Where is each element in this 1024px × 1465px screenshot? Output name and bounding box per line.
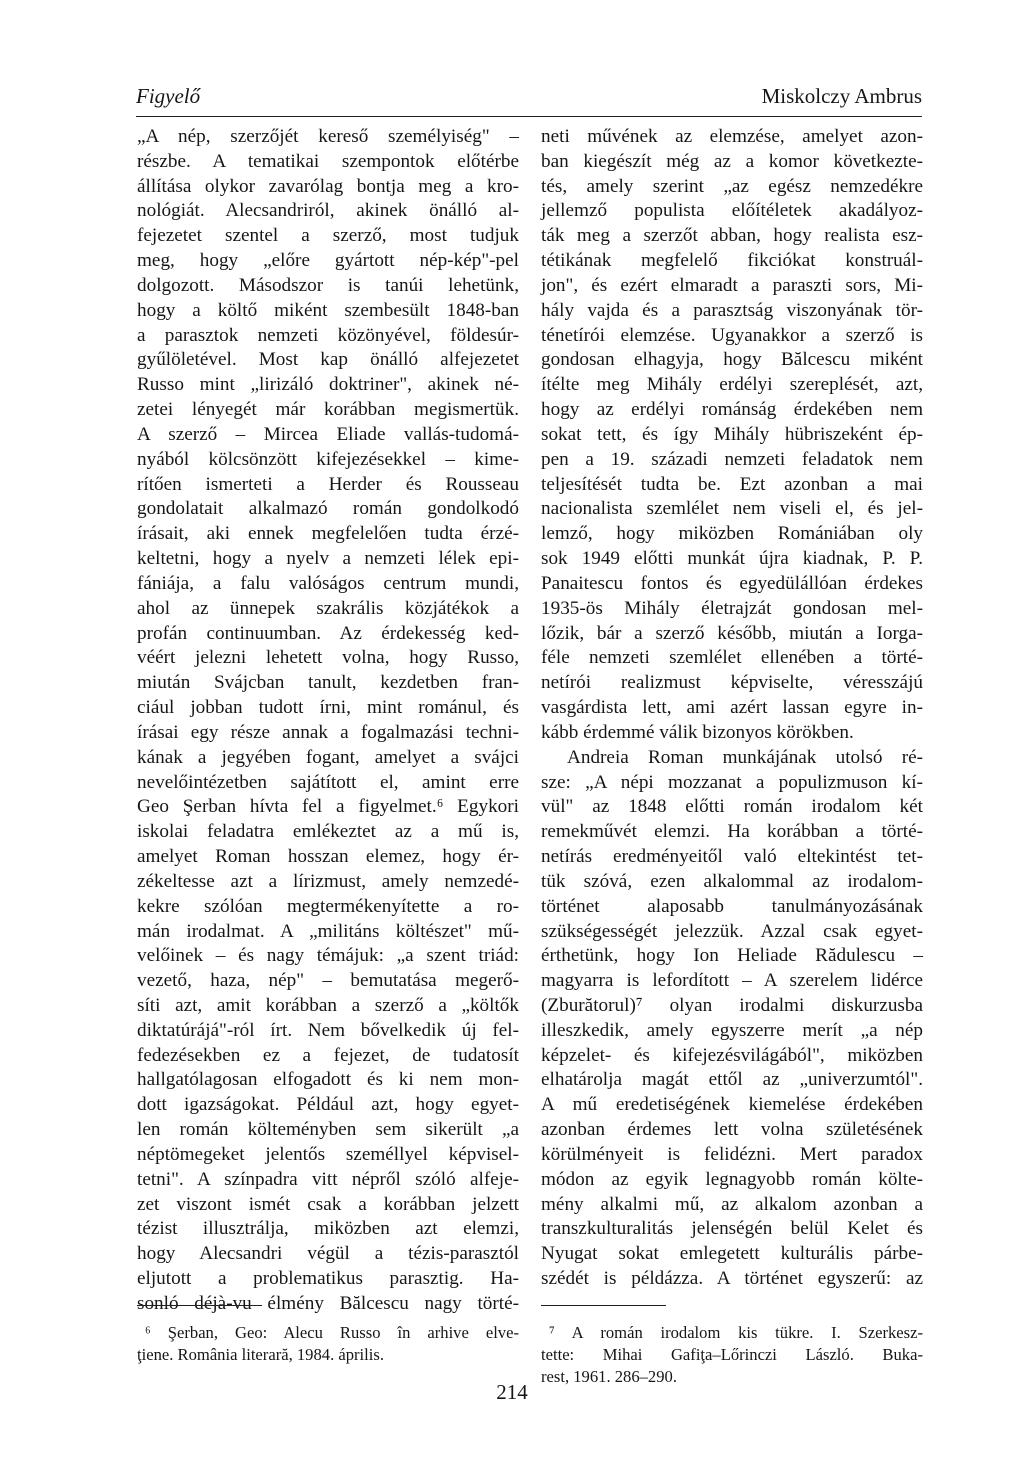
footnote-line: ⁷ A román irodalom kis tükre. I. Szerkesz-: [549, 1323, 923, 1342]
text-line: gondosan elhagyja, hogy Bălcescu miként: [541, 349, 923, 371]
text-line: magyarra is lefordított – A szerelem lidérce: [541, 970, 923, 992]
footnote-line: ţiene. România literară, 1984. április.: [137, 1345, 384, 1364]
text-line: ciául jobban tudott írni, mint románul, és: [137, 697, 519, 719]
text-line: hallgatólagosan elfogadott és ki nem mon-: [137, 1069, 519, 1091]
footnote-line: tette: Mihai Gafiţa–Lőrinczi László. Buka-: [541, 1345, 923, 1364]
text-line: fedezésekben ez a fejezet, de tudatosít: [137, 1044, 519, 1066]
text-line: jellemző populista előítéletek akadályoz-: [541, 200, 923, 222]
text-line: fejezetet szentel a szerző, most tudjuk: [137, 225, 519, 247]
text-line: mán irodalmat. A „militáns költészet" mű-: [137, 920, 519, 942]
text-line: Panaitescu fontos és egyedülállóan érdekes: [541, 572, 923, 594]
text-line: profán continuumban. Az érdekesség ked-: [137, 622, 519, 644]
text-line: keltetni, hogy a nyelv a nemzeti lélek epi-: [137, 548, 519, 570]
text-line: illeszkedik, amely egyszerre merít „a nép: [541, 1019, 923, 1041]
text-line: len román költeményben sem sikerült „a: [137, 1119, 519, 1141]
text-line: neti művének az elemzése, amelyet azon-: [541, 126, 923, 147]
text-line: féle nemzeti szemlélet ellenében a törté-: [541, 647, 923, 669]
text-line: nacionalista szemlélet nem viseli el, és jel-: [541, 498, 923, 520]
footnote-line: ⁶ Şerban, Geo: Alecu Russo în arhive elve-: [145, 1323, 519, 1342]
text-line: kább érdemmé válik bizonyos körökben.: [541, 721, 854, 743]
text-line: jon", és ezért elmaradt a paraszti sors, Mi-: [541, 274, 923, 296]
text-line: nológiát. Alecsandriról, akinek önálló al-: [137, 200, 519, 222]
text-line: mény alkalmi mű, az alkalom azonban a: [541, 1193, 923, 1215]
text-line: vül" az 1848 előtti román irodalom két: [541, 796, 923, 818]
text-line: ahol az ünnepek szakrális közjátékok a: [137, 597, 519, 619]
text-line: sonló déjà-vu élmény Bălcescu nagy törté-: [137, 1292, 519, 1314]
text-line: ban kiegészít még az a komor következte-: [541, 150, 923, 172]
running-header-section: Figyelő: [136, 84, 201, 108]
text-line: miután Svájcban tanult, kezdetben fran-: [137, 672, 519, 694]
text-line: A szerző – Mircea Eliade vallás-tudomá-: [137, 423, 519, 445]
text-line: (Zburătorul)⁷ olyan irodalmi diskurzusba: [541, 994, 923, 1016]
text-line: gondolatait alkalmazó román gondolkodó: [137, 498, 519, 520]
text-line: velőinek – és nagy témájuk: „a szent triád:: [137, 945, 519, 967]
text-line: netírás eredményeitől való eltekintést tet-: [541, 846, 923, 868]
text-line: Nyugat sokat emlegetett kulturális párbe-: [541, 1243, 923, 1265]
text-line: kának a jegyében fogant, amelyet a svájci: [137, 746, 519, 768]
text-line: hogy Alecsandri végül a tézis-parasztól: [137, 1243, 519, 1265]
text-line: nevelőintézetben sajátított el, amint erre: [137, 771, 519, 793]
text-line: érthetünk, hogy Ion Heliade Rădulescu –: [541, 945, 923, 967]
text-line: vasgárdista lett, ami azért lassan egyre in-: [541, 697, 923, 719]
text-line: fániája, a falu valóságos centrum mundi,: [137, 572, 519, 594]
text-line: állítása olykor zavarólag bontja meg a kro-: [137, 175, 519, 197]
text-line: lemző, hogy miközben Romániában oly: [541, 523, 923, 545]
text-line: A mű eredetiségének kiemelése érdekében: [541, 1094, 923, 1116]
text-line: pen a 19. századi nemzeti feladatok nem: [541, 448, 923, 470]
page-number: 214: [496, 1380, 528, 1404]
text-line: a parasztok nemzeti közönyével, földesúr-: [137, 324, 519, 346]
text-line: részbe. A tematikai szempontok előtérbe: [137, 150, 519, 172]
text-line: teljesítését tudta be. Ezt azonban a mai: [541, 473, 923, 495]
text-line: sok 1949 előtti munkát újra kiadnak, P. P.: [541, 548, 923, 570]
text-line: tük szóvá, ezen alkalommal az irodalom-: [541, 870, 923, 892]
text-line: dolgozott. Másodszor is tanúi lehetünk,: [137, 274, 519, 296]
text-line: írásait, aki ennek megfelelően tudta érzé-: [137, 523, 519, 545]
text-line: sze: „A népi mozzanat a populizmuson kí-: [541, 771, 923, 793]
text-line: transzkulturalitás jelenségén belül Kelet és: [541, 1218, 923, 1240]
footnote-line: rest, 1961. 286–290.: [541, 1367, 677, 1386]
text-line: síti azt, amit korábban a szerző a „költők: [137, 994, 519, 1016]
text-line: Russo mint „lirizáló doktriner", akinek né-: [137, 374, 519, 396]
text-line: képzelet- és kifejezésvilágából", miközben: [541, 1044, 923, 1066]
text-line: Andreia Roman munkájának utolsó ré-: [567, 746, 923, 768]
text-line: iskolai feladatra emlékeztet az a mű is,: [137, 821, 519, 843]
text-line: tézist illusztrálja, miközben azt elemzi,: [137, 1218, 519, 1240]
text-line: amelyet Roman hosszan elemez, hogy ér-: [137, 846, 519, 868]
text-column-right: [541, 125, 923, 1292]
text-line: tés, amely szerint „az egész nemzedékre: [541, 175, 923, 197]
text-line: elhatárolja magát ettől az „univerzumtól".: [541, 1069, 923, 1091]
text-line: hogy a költő miként szembesült 1848-ban: [137, 299, 519, 321]
footnote-divider-left: [137, 1305, 262, 1306]
footnote-divider-right: [541, 1305, 666, 1306]
text-line: meg, hogy „előre gyártott nép-kép"-pel: [137, 250, 519, 272]
text-line: ták meg a szerzőt abban, hogy realista esz-: [541, 225, 923, 247]
text-line: tetni". A színpadra vitt népről szóló alfeje-: [137, 1168, 519, 1190]
text-line: zet viszont ismét csak a korábban jelzett: [137, 1193, 519, 1215]
text-line: írásai egy része annak a fogalmazási techni-: [137, 721, 519, 743]
text-line: körülményeit is felidézni. Mert paradox: [541, 1143, 923, 1165]
text-line: néptömegeket jelentős személlyel képvisel-: [137, 1143, 519, 1165]
text-line: tétikának megfelelő fikciókat konstruál-: [541, 250, 923, 272]
text-line: 1935-ös Mihály életrajzát gondosan mel-: [541, 597, 923, 619]
text-line: „A nép, szerzőjét kereső személyiség" –: [137, 126, 519, 147]
text-line: hogy az erdélyi románság érdekében nem: [541, 399, 923, 421]
text-line: történet alaposabb tanulmányozásának: [541, 895, 923, 917]
text-line: rítően ismerteti a Herder és Rousseau: [137, 473, 519, 495]
text-line: vezető, haza, nép" – bemutatása megerő-: [137, 970, 519, 992]
text-line: azonban érdemes lett volna születésének: [541, 1119, 923, 1141]
text-line: ténetírói elemzése. Ugyanakkor a szerző is: [541, 324, 923, 346]
text-line: véért jelezni lehetett volna, hogy Russo,: [137, 647, 519, 669]
text-line: diktatúrájá"-ról írt. Nem bővelkedik új fel-: [137, 1019, 519, 1041]
text-line: szédét is példázza. A történet egyszerű: az: [541, 1268, 923, 1290]
footnote-left: [137, 1322, 519, 1366]
text-line: eljutott a problematikus parasztig. Ha-: [137, 1268, 519, 1290]
text-line: gyűlöletével. Most kap önálló alfejezetet: [137, 349, 519, 371]
text-line: hály vajda és a parasztság viszonyának tör-: [541, 299, 923, 321]
text-line: sokat tett, és így Mihály hübriszeként ép-: [541, 423, 923, 445]
footnote-right: [541, 1322, 923, 1388]
text-line: lőzik, bár a szerző később, miután a Iorga-: [541, 622, 923, 644]
text-line: szükségességét jelezzük. Azzal csak egyet-: [541, 920, 923, 942]
text-line: zetei lényegét már korábban megismertük.: [137, 399, 519, 421]
text-line: kekre szólóan megtermékenyítette a ro-: [137, 895, 519, 917]
text-line: remekművét elemzi. Ha korábban a törté-: [541, 821, 923, 843]
text-line: zékeltesse azt a lírizmust, amely nemzedé-: [137, 870, 519, 892]
running-header-author: Miskolczy Ambrus: [761, 84, 922, 108]
header-divider: [136, 116, 922, 117]
text-line: módon az egyik legnagyobb román költe-: [541, 1168, 923, 1190]
text-line: netírói realizmust képviselte, véresszájú: [541, 672, 923, 694]
text-column-left: [137, 125, 519, 1317]
text-line: dott igazságokat. Például azt, hogy egyet-: [137, 1094, 519, 1116]
text-line: nyából kölcsönzött kifejezésekkel – kime-: [137, 448, 519, 470]
text-line: Geo Şerban hívta fel a figyelmet.⁶ Egykori: [137, 796, 519, 818]
text-line: ítélte meg Mihály erdélyi szereplését, azt,: [541, 374, 923, 396]
